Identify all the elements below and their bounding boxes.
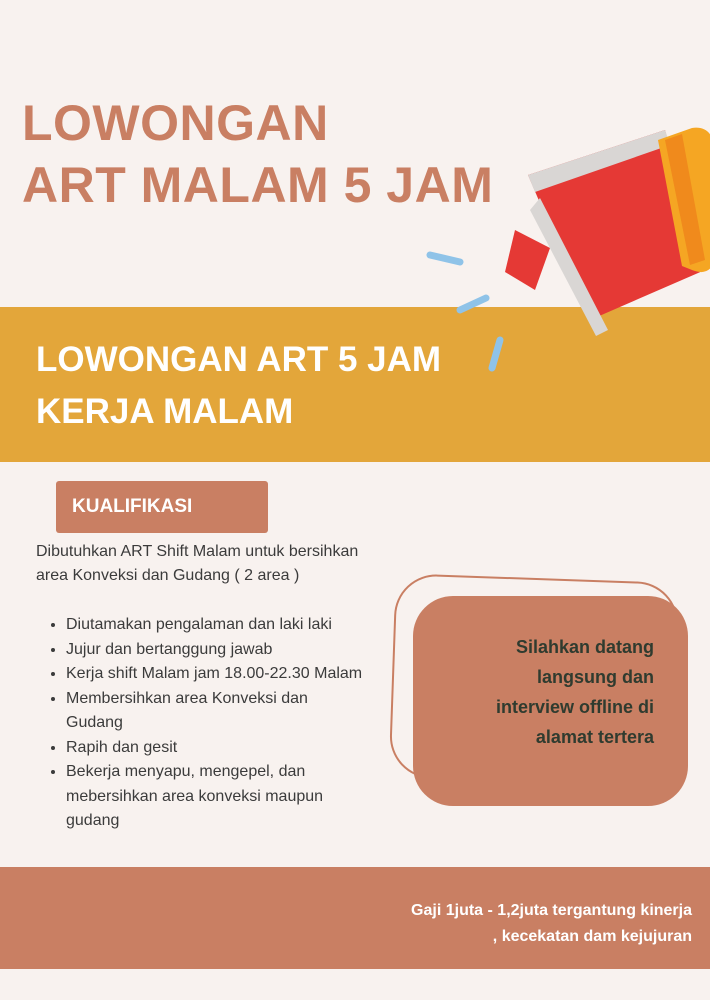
list-item: • Rapih dan gesit bbox=[66, 736, 446, 761]
intro-line-2: area Konveksi dan Gudang ( 2 area ) bbox=[36, 567, 300, 584]
salary-text bbox=[411, 898, 692, 950]
qualification-list bbox=[36, 613, 446, 834]
salary-line-2: , kecekatan dam kejujuran bbox=[492, 928, 692, 945]
title-line-2: ART MALAM 5 JAM bbox=[22, 157, 494, 213]
list-item: • Membersihkan area Konveksi dan Gudang bbox=[66, 687, 336, 736]
list-item: • Bekerja menyapu, mengepel, dan mebersihkan area konveksi maupun gudang bbox=[66, 760, 366, 834]
callout-line-4: alamat tertera bbox=[535, 727, 654, 747]
callout-line-2: langsung dan bbox=[537, 667, 654, 687]
list-item: • Kerja shift Malam jam 18.00-22.30 Malam bbox=[66, 662, 446, 687]
callout-line-1: Silahkan datang bbox=[515, 637, 654, 657]
callout-text bbox=[440, 632, 654, 752]
sound-lines-icon bbox=[420, 240, 530, 380]
list-item: • Jujur dan bertanggung jawab bbox=[66, 638, 446, 663]
salary-line-1: Gaji 1juta - 1,2juta tergantung kinerja bbox=[411, 902, 692, 919]
banner-text bbox=[36, 334, 441, 438]
list-item: • Diutamakan pengalaman dan laki laki bbox=[66, 613, 446, 638]
banner-line-2: KERJA MALAM bbox=[36, 392, 294, 431]
callout-line-3: interview offline di bbox=[495, 697, 654, 717]
title-line-1: LOWONGAN bbox=[22, 95, 329, 151]
intro-text bbox=[36, 540, 436, 588]
banner-line-1: LOWONGAN ART 5 JAM bbox=[36, 340, 442, 379]
intro-line-1: Dibutuhkan ART Shift Malam untuk bersihkan bbox=[36, 543, 359, 560]
kualifikasi-heading bbox=[56, 481, 268, 533]
kualifikasi-label: KUALIFIKASI bbox=[72, 496, 193, 517]
